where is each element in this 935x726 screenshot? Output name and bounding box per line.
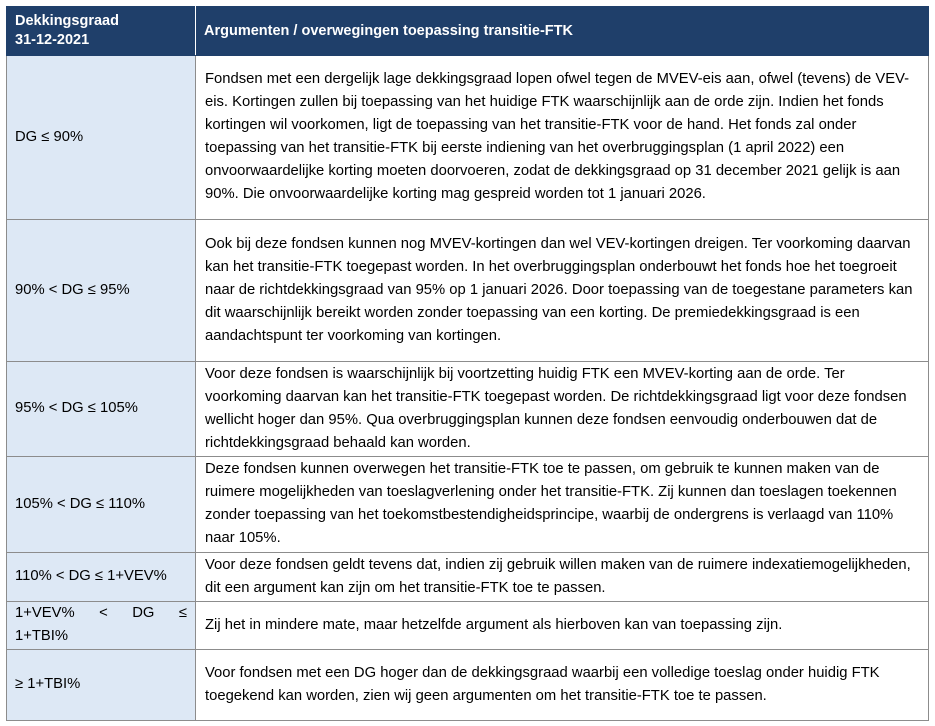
header-dekkingsgraad-line1: Dekkingsgraad [15,13,119,29]
table-row [7,56,929,220]
row-dg-cell: 110% < DG ≤ 1+VEV% [7,553,196,602]
row-dg-line1: 1+VEV% < DG ≤ [15,605,187,621]
table-header-row [7,7,929,56]
dekkingsgraad-table-container [6,6,928,721]
table-row [7,553,929,602]
row-argument-cell: Voor deze fondsen is waarschijnlijk bij voortzetting huidig FTK een MVEV-korting aan de orde. Ter voorkoming daarvan kan het transitie-FTK toegepast worden. De richtdekkingsgraad ligt voor deze fondsen wellicht hoger dan 95%. Qua overbruggingsplan kunnen deze fondsen eenvoudig onderbouwen dat de richtdekkingsgraad behaald kan worden. [196,362,929,457]
row-argument-cell: Zij het in mindere mate, maar hetzelfde argument als hierboven kan van toepassing zijn. [196,602,929,650]
row-dg-cell: 105% < DG ≤ 110% [7,457,196,553]
row-argument-cell: Deze fondsen kunnen overwegen het transitie-FTK toe te passen, om gebruik te kunnen maken van de ruimere mogelijkheden van toeslagverlening onder het transitie-FTK. Zij kunnen dan toeslagen toekennen zonder toepassing van het toekomstbestendigheidsprincipe, waarbij de ondergrens is verlaagd van 110% naar 105%. [196,457,929,553]
table-row [7,457,929,553]
table-row [7,650,929,721]
row-argument-cell: Fondsen met een dergelijk lage dekkingsgraad lopen ofwel tegen de MVEV-eis aan, ofwel (tevens) de VEV-eis. Kortingen zullen bij toepassing van het huidige FTK waarschijnlijk aan de orde zijn. Indien het fonds kortingen wil voorkomen, ligt de toepassing van het transitie-FTK voor de hand. Het fonds zal onder toepassing van het transitie-FTK bij eerste indiening van het overbruggingsplan (1 april 2022) een onvoorwaardelijke korting moeten doorvoeren, zodat de dekkingsgraad op 31 december 2021 gelijk is aan 90%. Die onvoorwaardelijke korting mag gespreid worden tot 1 januari 2026. [196,56,929,220]
row-dg-cell: ≥ 1+TBI% [7,650,196,721]
row-dg-line2: 1+TBI% [15,628,69,644]
row-dg-cell: 95% < DG ≤ 105% [7,362,196,457]
table-row [7,602,929,650]
header-argumenten: Argumenten / overwegingen toepassing transitie-FTK [196,7,929,56]
header-dekkingsgraad-line2: 31-12-2021 [15,32,90,48]
table-row [7,220,929,362]
row-argument-cell: Voor fondsen met een DG hoger dan de dekkingsgraad waarbij een volledige toeslag onder huidig FTK toegekend kan worden, zien wij geen argumenten om het transitie-FTK toe te passen. [196,650,929,721]
table-row [7,362,929,457]
row-dg-cell [7,602,196,650]
row-dg-cell: DG ≤ 90% [7,56,196,220]
row-argument-cell: Voor deze fondsen geldt tevens dat, indien zij gebruik willen maken van de ruimere indexatiemogelijkheden, dit een argument kan zijn om het transitie-FTK toe te passen. [196,553,929,602]
row-argument-cell: Ook bij deze fondsen kunnen nog MVEV-kortingen dan wel VEV-kortingen dreigen. Ter voorkoming daarvan kan het transitie-FTK toegepast worden. In het overbruggingsplan onderbouwt het fonds hoe het toegroeit naar de richtdekkingsgraad van 95% op 1 januari 2026. Door toepassing van de toegestane parameters kan dit waarschijnlijk bereikt worden zonder toepassing van een korting. De premiedekkingsgraad is een aandachtspunt ter voorkoming van kortingen. [196,220,929,362]
row-dg-cell: 90% < DG ≤ 95% [7,220,196,362]
dekkingsgraad-table [6,6,929,721]
header-dekkingsgraad [7,7,196,56]
